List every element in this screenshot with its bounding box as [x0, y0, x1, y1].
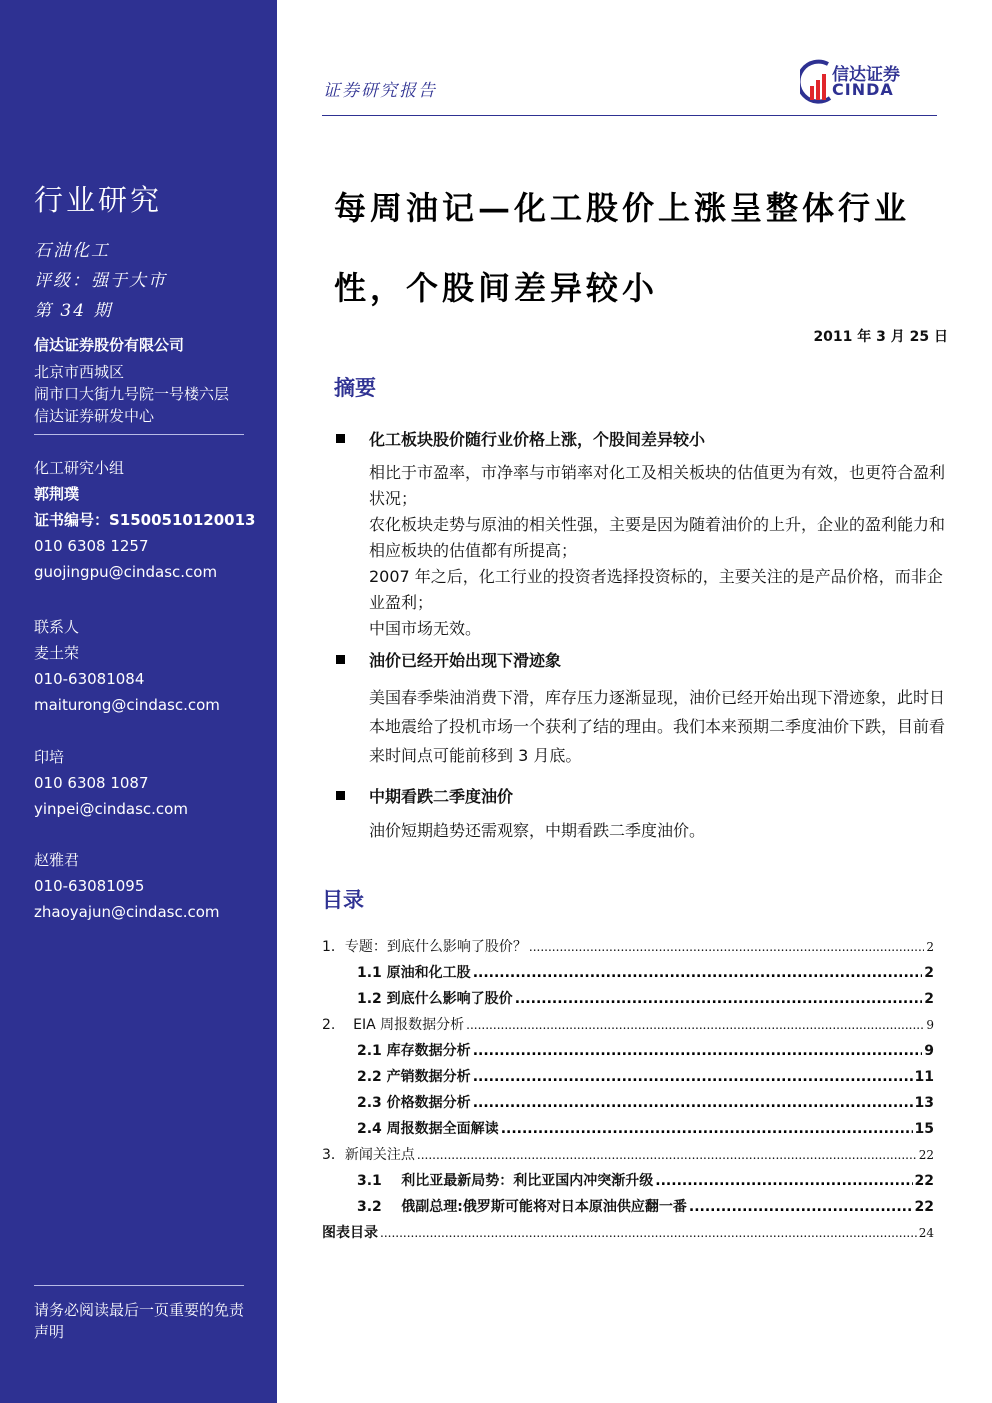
header-divider	[322, 115, 937, 116]
toc-label: 3.1 利比亚最新局势：利比亚国内冲突渐升级	[357, 1173, 654, 1189]
address-line: 闹市口大街九号院一号楼六层	[34, 385, 230, 403]
analyst-phone: 010 6308 1257	[34, 537, 149, 555]
sidebar	[0, 0, 277, 1403]
address-line: 信达证券研发中心	[34, 407, 155, 425]
toc-page: 22	[918, 1148, 934, 1162]
contact-name: 赵雅君	[34, 851, 80, 869]
toc-leader	[689, 1199, 913, 1215]
toc-page: 13	[914, 1095, 934, 1111]
toc-heading: 目录	[322, 888, 364, 912]
summary-bullet	[336, 784, 513, 807]
toc-leader	[466, 1018, 924, 1032]
toc-leader	[473, 1043, 923, 1059]
summary-paragraph: 油价短期趋势还需观察，中期看跌二季度油价。	[369, 821, 706, 840]
toc-page: 22	[914, 1173, 934, 1189]
toc-label: 2. EIA 周报数据分析	[322, 1017, 465, 1033]
contact-block	[34, 614, 220, 718]
disclaimer-note: 请务必阅读最后一页重要的免责声明	[34, 1301, 245, 1341]
company-name: 信达证券股份有限公司	[34, 336, 185, 354]
contact-phone: 010-63081095	[34, 877, 145, 895]
toc-leader	[655, 1173, 912, 1189]
summary-paragraph: 美国春季柴油消费下滑，库存压力逐渐显现，油价已经开始出现下滑迹象，此时日本地震给了投机市场一个获利了结的理由。我们本来预期二季度油价下跌，目前看来时间点可能前移到 3 月底。	[369, 688, 946, 765]
toc-leader	[501, 1121, 913, 1137]
summary-bullet	[336, 648, 561, 671]
address-line: 北京市西城区	[34, 363, 125, 381]
report-type: 证券研究报告	[323, 81, 437, 101]
analyst-cert: 证书编号：S1500510120013	[34, 511, 256, 529]
contact-label: 联系人	[34, 618, 80, 636]
square-bullet-icon	[336, 791, 345, 800]
toc-entry[interactable]	[357, 1170, 934, 1190]
analyst-email[interactable]: guojingpu@cindasc.com	[34, 563, 218, 581]
toc-leader	[380, 1226, 917, 1240]
toc-label: 3.2 俄副总理:俄罗斯可能将对日本原油供应翻一番	[357, 1199, 687, 1215]
issue-label: 第 34 期	[34, 301, 113, 321]
contact-name: 麦土荣	[34, 644, 80, 662]
summary-heading: 摘要	[334, 376, 376, 400]
team-name: 化工研究小组	[34, 459, 125, 477]
contact-email[interactable]: zhaoyajun@cindasc.com	[34, 903, 220, 921]
divider	[34, 1285, 244, 1286]
toc-entry[interactable]	[357, 962, 934, 982]
toc-leader	[473, 1069, 913, 1085]
toc-leader	[417, 1148, 917, 1162]
bullet-text: 油价已经开始出现下滑迹象	[369, 651, 562, 670]
toc-label: 1．专题：到底什么影响了股价？	[322, 939, 527, 955]
toc-page: 9	[926, 1018, 934, 1032]
toc-entry[interactable]	[357, 1040, 934, 1060]
toc-label: 1.2 到底什么影响了股价	[357, 991, 513, 1007]
toc-entry[interactable]	[322, 1014, 934, 1034]
summary-paragraph: 相比于市盈率，市净率与市销率对化工及相关板块的估值更为有效，也更符合盈利状况； 农化板块走势与原油的相关性强，主要是因为随着油价的上升，企业的盈利能力和相应板块的估值都有所提高； 2007 年之后，化工行业的投资者选择投资标的，主要关注的是产品价格，而非企业盈利； 中国市场无效。	[369, 463, 946, 638]
analyst-name: 郭荆璞	[34, 485, 80, 503]
analyst-block	[34, 455, 256, 585]
sidebar-title: 行业研究	[34, 183, 163, 217]
toc-entry[interactable]	[322, 936, 934, 956]
summary-bullet	[336, 427, 705, 450]
logo-text-en: CINDA	[832, 80, 894, 99]
toc-leader	[529, 940, 924, 954]
toc-label: 1.1 原油和化工股	[357, 965, 471, 981]
toc-page: 2	[926, 940, 934, 954]
toc-label: 3．新闻关注点	[322, 1147, 415, 1163]
toc-page: 9	[924, 1043, 934, 1059]
bullet-text: 化工板块股价随行业价格上涨，个股间差异较小	[369, 430, 706, 449]
rating-label: 评级：强于大市	[34, 271, 167, 291]
toc-label: 图表目录	[322, 1225, 378, 1241]
contact-phone: 010-63081084	[34, 670, 145, 688]
logo-text-cn: 信达证券	[832, 65, 900, 85]
contact-phone: 010 6308 1087	[34, 774, 149, 792]
toc-entry[interactable]	[357, 1196, 934, 1216]
toc-leader	[473, 1095, 913, 1111]
sector-label: 石油化工	[34, 241, 110, 261]
bullet-text: 中期看跌二季度油价	[369, 787, 514, 806]
toc-page: 24	[918, 1226, 934, 1240]
divider	[34, 434, 244, 435]
square-bullet-icon	[336, 655, 345, 664]
toc-page: 11	[914, 1069, 934, 1085]
toc-label: 2.3 价格数据分析	[357, 1095, 471, 1111]
toc-entry[interactable]	[322, 1222, 934, 1242]
toc-entry[interactable]	[357, 1066, 934, 1086]
contact-name: 印培	[34, 748, 65, 766]
contact-email[interactable]: maiturong@cindasc.com	[34, 696, 220, 714]
toc-entry[interactable]	[357, 988, 934, 1008]
toc-label: 2.2 产销数据分析	[357, 1069, 471, 1085]
toc-page: 15	[914, 1121, 934, 1137]
page-title: 每周油记—化工股价上涨呈整体行业性，个股间差异较小	[334, 189, 911, 307]
toc-page: 2	[924, 991, 934, 1007]
toc-entry[interactable]	[357, 1092, 934, 1112]
square-bullet-icon	[336, 434, 345, 443]
toc-leader	[473, 965, 923, 981]
toc-leader	[515, 991, 923, 1007]
report-date: 2011 年 3 月 25 日	[813, 329, 948, 345]
contact-block	[34, 847, 220, 925]
toc-entry[interactable]	[357, 1118, 934, 1138]
toc-page: 22	[914, 1199, 934, 1215]
toc-page: 2	[924, 965, 934, 981]
toc-label: 2.1 库存数据分析	[357, 1043, 471, 1059]
contact-email[interactable]: yinpei@cindasc.com	[34, 800, 188, 818]
toc-entry[interactable]	[322, 1144, 934, 1164]
toc-label: 2.4 周报数据全面解读	[357, 1121, 499, 1137]
contact-block	[34, 744, 188, 822]
